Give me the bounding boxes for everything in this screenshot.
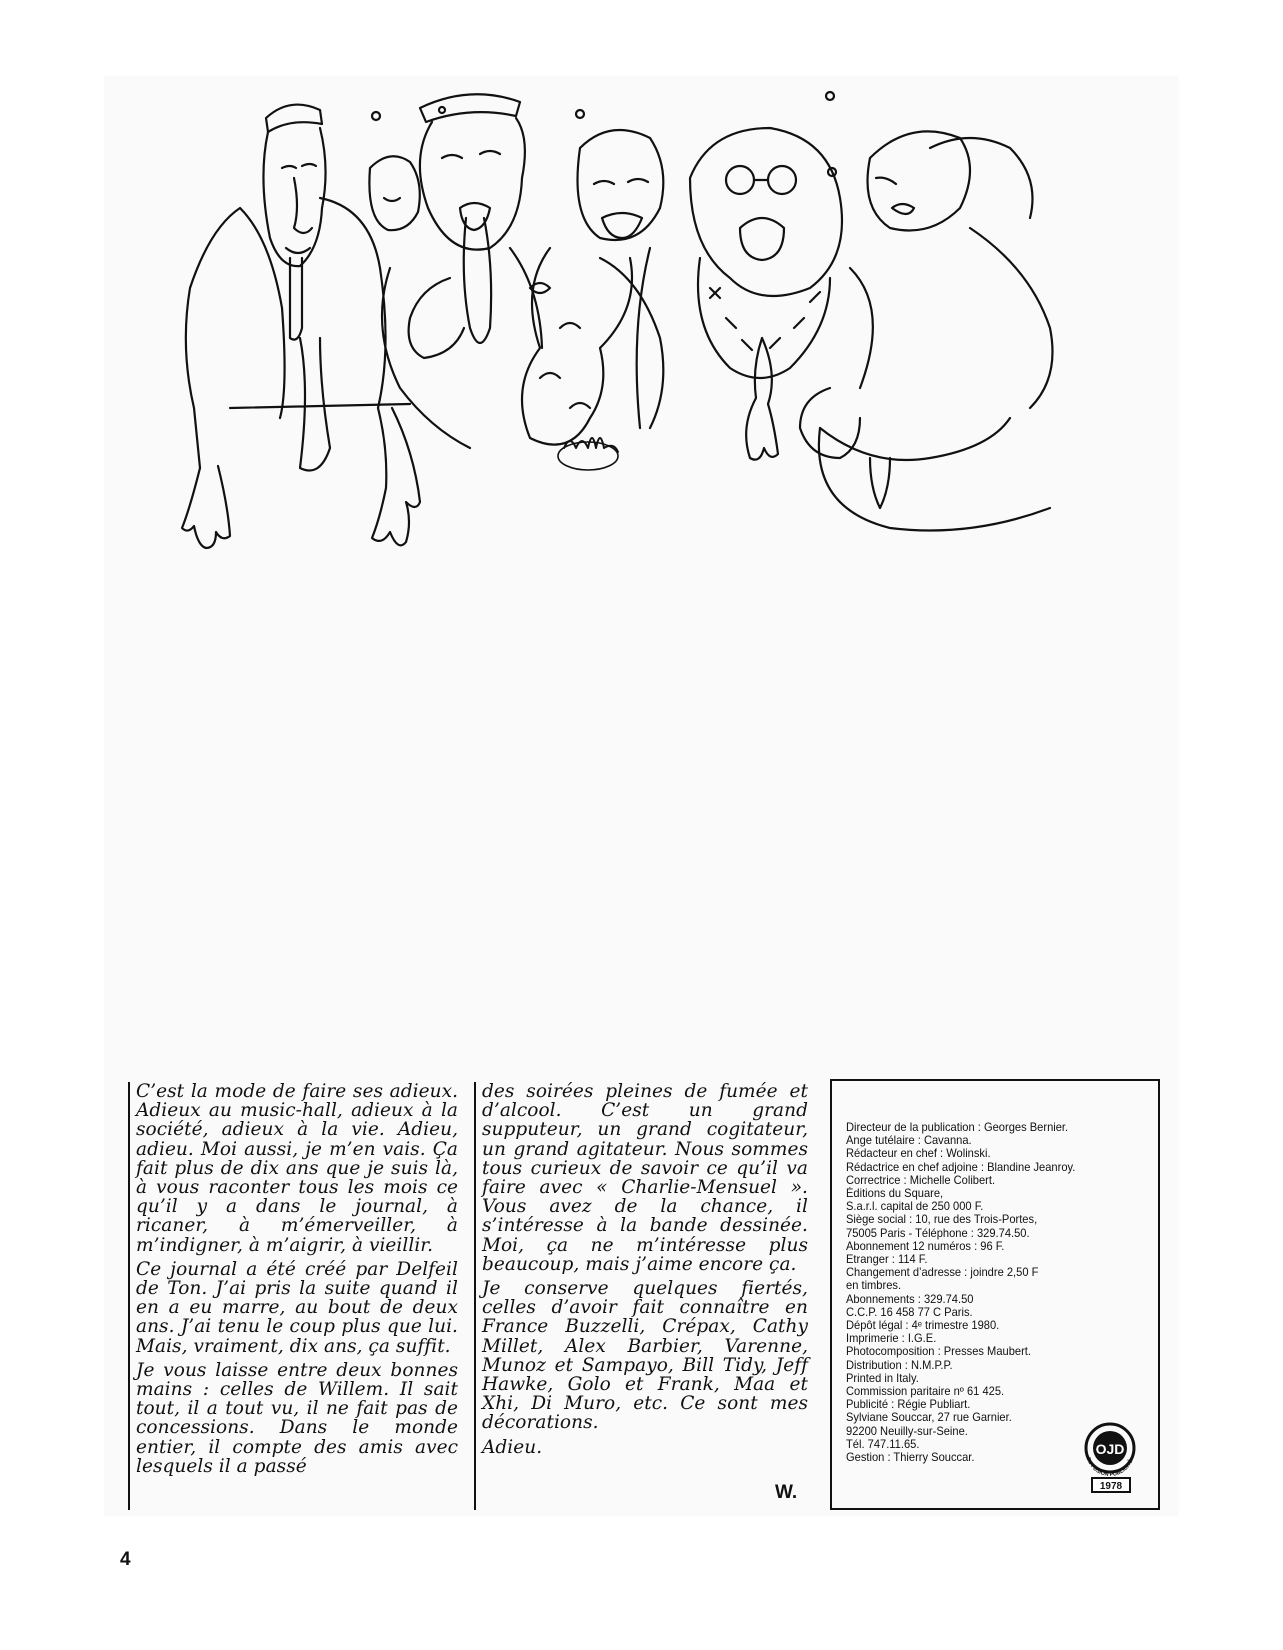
article-paragraph: Je vous laisse entre deux bonnes mains : celles de Willem. Il sait tout, il a tout vu, il ne fait pas de concessions. Dans le monde entier, il compte des amis avec lesquels il a passé [136, 1359, 458, 1477]
masthead-line: Photocomposition : Presses Maubert. [846, 1345, 1031, 1359]
crowd-drawing [170, 88, 1150, 588]
article-paragraph: Ce journal a été créé par Delfeil de Ton. J’ai pris la suite quand il en a eu marre, au bout de deux ans. J’ai tenu le coup plus que lui. Mais, vraiment, dix ans, ça suffit. [136, 1258, 458, 1357]
masthead-line: Sylviane Souccar, 27 rue Garnier. [846, 1411, 1012, 1425]
masthead-line: Correctrice : Michelle Colibert. [846, 1173, 996, 1187]
masthead-line: Gestion : Thierry Souccar. [846, 1451, 975, 1465]
article-paragraph: des soirées pleines de fumée et d’alcool. C’est un grand supputeur, un grand cogitateur, un grand agitateur. Nous sommes tous curieux de savoir ce qu’il va faire avec « Charlie-Mensuel ». Vous avez de la chance, il s’intéresse à la bande dessinée. Moi, ça ne m’intéresse plus beaucoup, mais j’aime encore ça. [482, 1081, 808, 1275]
masthead-box [830, 1079, 1160, 1510]
author-signature: W. [775, 1482, 798, 1503]
masthead-line: Dépôt légal : 4ᵉ trimestre 1980. [846, 1319, 1000, 1333]
masthead-line: Printed in Italy. [846, 1371, 919, 1385]
masthead-line: Imprimerie : I.G.E. [846, 1332, 937, 1346]
masthead-line: C.C.P. 16 458 77 C Paris. [846, 1305, 973, 1319]
masthead-line: Commission paritaire nº 61 425. [846, 1385, 1005, 1399]
ojd-logo-icon [1072, 1418, 1152, 1498]
ojd-logo-text: OJD [1095, 1441, 1125, 1457]
masthead-line: Distribution : N.M.P.P. [846, 1358, 953, 1372]
masthead-line: 92200 Neuilly-sur-Seine. [846, 1424, 968, 1438]
ojd-year-text: 1978 [1099, 1481, 1123, 1492]
masthead-line: Siège social : 10, rue des Trois-Portes, [846, 1213, 1038, 1227]
masthead-line: Rédacteur en chef : Wolinski. [846, 1147, 991, 1161]
ojd-ring-text: DIFFUSION PUBLICITÉ [1084, 1456, 1135, 1479]
article-paragraph: Adieu. [482, 1436, 543, 1458]
cartoon-illustration [170, 88, 1150, 588]
masthead-line: Éditions du Square, [846, 1187, 944, 1201]
masthead-line: Etranger : 114 F. [846, 1253, 928, 1267]
masthead-line: Tél. 747.11.65. [846, 1437, 920, 1451]
masthead-line: Abonnements : 329.74.50 [846, 1292, 974, 1306]
masthead-line: Ange tutélaire : Cavanna. [846, 1134, 972, 1148]
masthead-line: S.a.r.l. capital de 250 000 F. [846, 1200, 984, 1214]
masthead-line: Rédactrice en chef adjoine : Blandine Jeanroy. [846, 1160, 1076, 1174]
masthead-lines [846, 1121, 1152, 1464]
article-paragraph: Je conserve quelques fiertés, celles d’avoir fait connaître en France Buzzelli, Crépax, Cathy Millet, Alex Barbier, Varenne, Munoz et Sampayo, Bill Tidy, Jeff Hawke, Golo et Frank, Maa et Xhi, Di Muro, etc. Ce sont mes décorations. [482, 1278, 808, 1434]
article-column-2 [474, 1082, 808, 1510]
masthead-line: en timbres. [846, 1279, 902, 1293]
article-paragraph: C’est la mode de faire ses adieux. Adieux au music-hall, adieux à la société, adieux à la vie. Adieu, adieu. Moi aussi, je m’en vais. Ça fait plus de dix ans que je suis là, à vous raconter tous les mois ce qu’il y a dans le journal, à ricaner, à m’émerveiller, à m’indigner, à m’aigrir, à vieillir. [136, 1081, 458, 1256]
masthead-line: Abonnement 12 numéros : 96 F. [846, 1239, 1005, 1253]
masthead-line: Directeur de la publication : Georges Bernier. [846, 1121, 1069, 1134]
masthead-line: Publicité : Régie Publiart. [846, 1398, 971, 1412]
masthead-line: Changement d’adresse : joindre 2,50 F [846, 1266, 1039, 1280]
article-column-1 [128, 1082, 458, 1510]
masthead-line: 75005 Paris - Téléphone : 329.74.50. [846, 1226, 1030, 1240]
page-number: 4 [120, 1549, 131, 1570]
